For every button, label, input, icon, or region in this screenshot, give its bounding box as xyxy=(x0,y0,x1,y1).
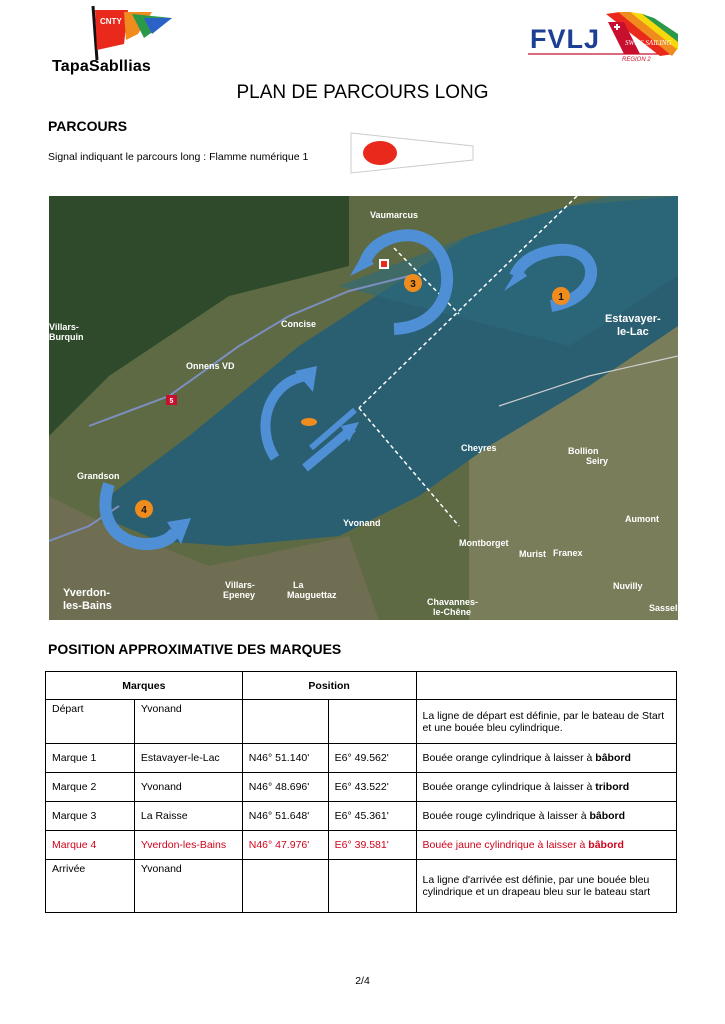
header-description xyxy=(416,672,676,700)
cell-lon: E6° 43.522' xyxy=(328,773,416,802)
place-estavayer-1: Estavayer- xyxy=(605,313,661,325)
place-seiry: Seiry xyxy=(586,456,609,466)
cell-desc: Bouée orange cylindrique à laisser à bâbord xyxy=(416,744,676,773)
cell-lat: N46° 47.976' xyxy=(242,831,328,860)
swiss-sailing-badge: SWISS SAILING xyxy=(625,39,672,47)
place-chavannes-2: le-Chêne xyxy=(433,607,472,617)
club-flag-text: CNTY xyxy=(100,17,122,26)
place-cheyres: Cheyres xyxy=(461,443,497,453)
cell-mark: Marque 2 xyxy=(46,773,135,802)
cell-place: Estavayer-le-Lac xyxy=(134,744,242,773)
place-montborget: Montborget xyxy=(459,538,509,548)
table-row xyxy=(46,831,677,860)
table-row xyxy=(46,860,677,913)
cell-mark: Marque 4 xyxy=(46,831,135,860)
cell-desc: Bouée orange cylindrique à laisser à tribord xyxy=(416,773,676,802)
page-title: PLAN DE PARCOURS LONG xyxy=(236,82,489,103)
place-burquin-2: Burquin xyxy=(49,332,84,342)
place-vaumarcus: Vaumarcus xyxy=(370,210,419,220)
page-number: 2/4 xyxy=(355,975,370,987)
mark-3-label: 3 xyxy=(410,279,416,290)
cell-lon: E6° 49.562' xyxy=(328,744,416,773)
cell-desc: Bouée rouge cylindrique à laisser à bâbord xyxy=(416,802,676,831)
place-onnens: Onnens VD xyxy=(186,361,235,371)
mark-4-label: 4 xyxy=(141,505,147,516)
club-flag-icon xyxy=(48,4,188,60)
place-yvonand: Yvonand xyxy=(343,518,381,528)
cell-mark: Départ xyxy=(46,700,135,744)
place-yverdon-2: les-Bains xyxy=(63,600,112,612)
club-name: TapaSabllias xyxy=(52,58,152,75)
course-map xyxy=(49,196,678,620)
region-text: REGION 2 xyxy=(622,57,651,63)
cell-mark: Marque 3 xyxy=(46,802,135,831)
place-mauguettaz-2: Mauguettaz xyxy=(287,590,337,600)
place-franex: Franex xyxy=(553,548,583,558)
fvlj-logo xyxy=(528,10,678,72)
mark-1-label: 1 xyxy=(558,292,564,303)
place-grandson: Grandson xyxy=(77,471,120,481)
numeral-pennant-icon xyxy=(350,132,474,174)
place-sassel: Sassel xyxy=(649,603,678,613)
place-nuvilly: Nuvilly xyxy=(613,581,643,591)
cell-lat: N46° 51.648' xyxy=(242,802,328,831)
cell-desc: La ligne de départ est définie, par le bateau de Start et une bouée bleu cylindrique. xyxy=(416,700,676,744)
positions-heading: POSITION APPROXIMATIVE DES MARQUES xyxy=(48,641,342,657)
marks-table xyxy=(45,671,677,913)
cell-lon xyxy=(328,700,416,744)
cell-lat xyxy=(242,700,328,744)
place-chavannes-1: Chavannes- xyxy=(427,597,479,607)
place-burquin-1: Villars- xyxy=(49,322,79,332)
place-concise: Concise xyxy=(281,319,317,329)
cell-desc: Bouée jaune cylindrique à laisser à bâbord xyxy=(416,831,676,860)
place-estavayer-2: le-Lac xyxy=(617,326,649,338)
cell-lat xyxy=(242,860,328,913)
header-marques: Marques xyxy=(46,672,243,700)
cell-mark: Arrivée xyxy=(46,860,135,913)
place-mauguettaz-1: La xyxy=(293,580,304,590)
table-row xyxy=(46,700,677,744)
pennant-red-dot xyxy=(363,141,397,165)
place-bollion: Bollion xyxy=(568,446,599,456)
place-villars-epeney-2: Epeney xyxy=(223,590,256,600)
cell-lat: N46° 48.696' xyxy=(242,773,328,802)
cell-place: Yverdon-les-Bains xyxy=(134,831,242,860)
cell-place: La Raisse xyxy=(134,802,242,831)
cell-mark: Marque 1 xyxy=(46,744,135,773)
table-row xyxy=(46,744,677,773)
table-row xyxy=(46,802,677,831)
parcours-heading: PARCOURS xyxy=(48,118,128,134)
cell-desc: La ligne d'arrivée est définie, par une bouée bleu cylindrique et un drapeau bleu sur le bateau start xyxy=(416,860,676,913)
cell-lat: N46° 51.140' xyxy=(242,744,328,773)
place-aumont: Aumont xyxy=(625,514,659,524)
cell-lon: E6° 45.361' xyxy=(328,802,416,831)
fvlj-text: FVLJ xyxy=(530,24,601,54)
cell-lon: E6° 39.581' xyxy=(328,831,416,860)
road-sign: 5 xyxy=(169,398,174,405)
place-murist: Murist xyxy=(519,549,546,559)
club-logo xyxy=(48,4,188,78)
place-yverdon-1: Yverdon- xyxy=(63,587,111,599)
header-position: Position xyxy=(242,672,416,700)
table-row xyxy=(46,773,677,802)
cell-place: Yvonand xyxy=(134,773,242,802)
table-header-row xyxy=(46,672,677,700)
signal-text: Signal indiquant le parcours long : Flamme numérique 1 xyxy=(48,151,309,163)
place-villars-epeney-1: Villars- xyxy=(225,580,255,590)
cell-lon xyxy=(328,860,416,913)
cell-place: Yvonand xyxy=(134,860,242,913)
cell-place: Yvonand xyxy=(134,700,242,744)
